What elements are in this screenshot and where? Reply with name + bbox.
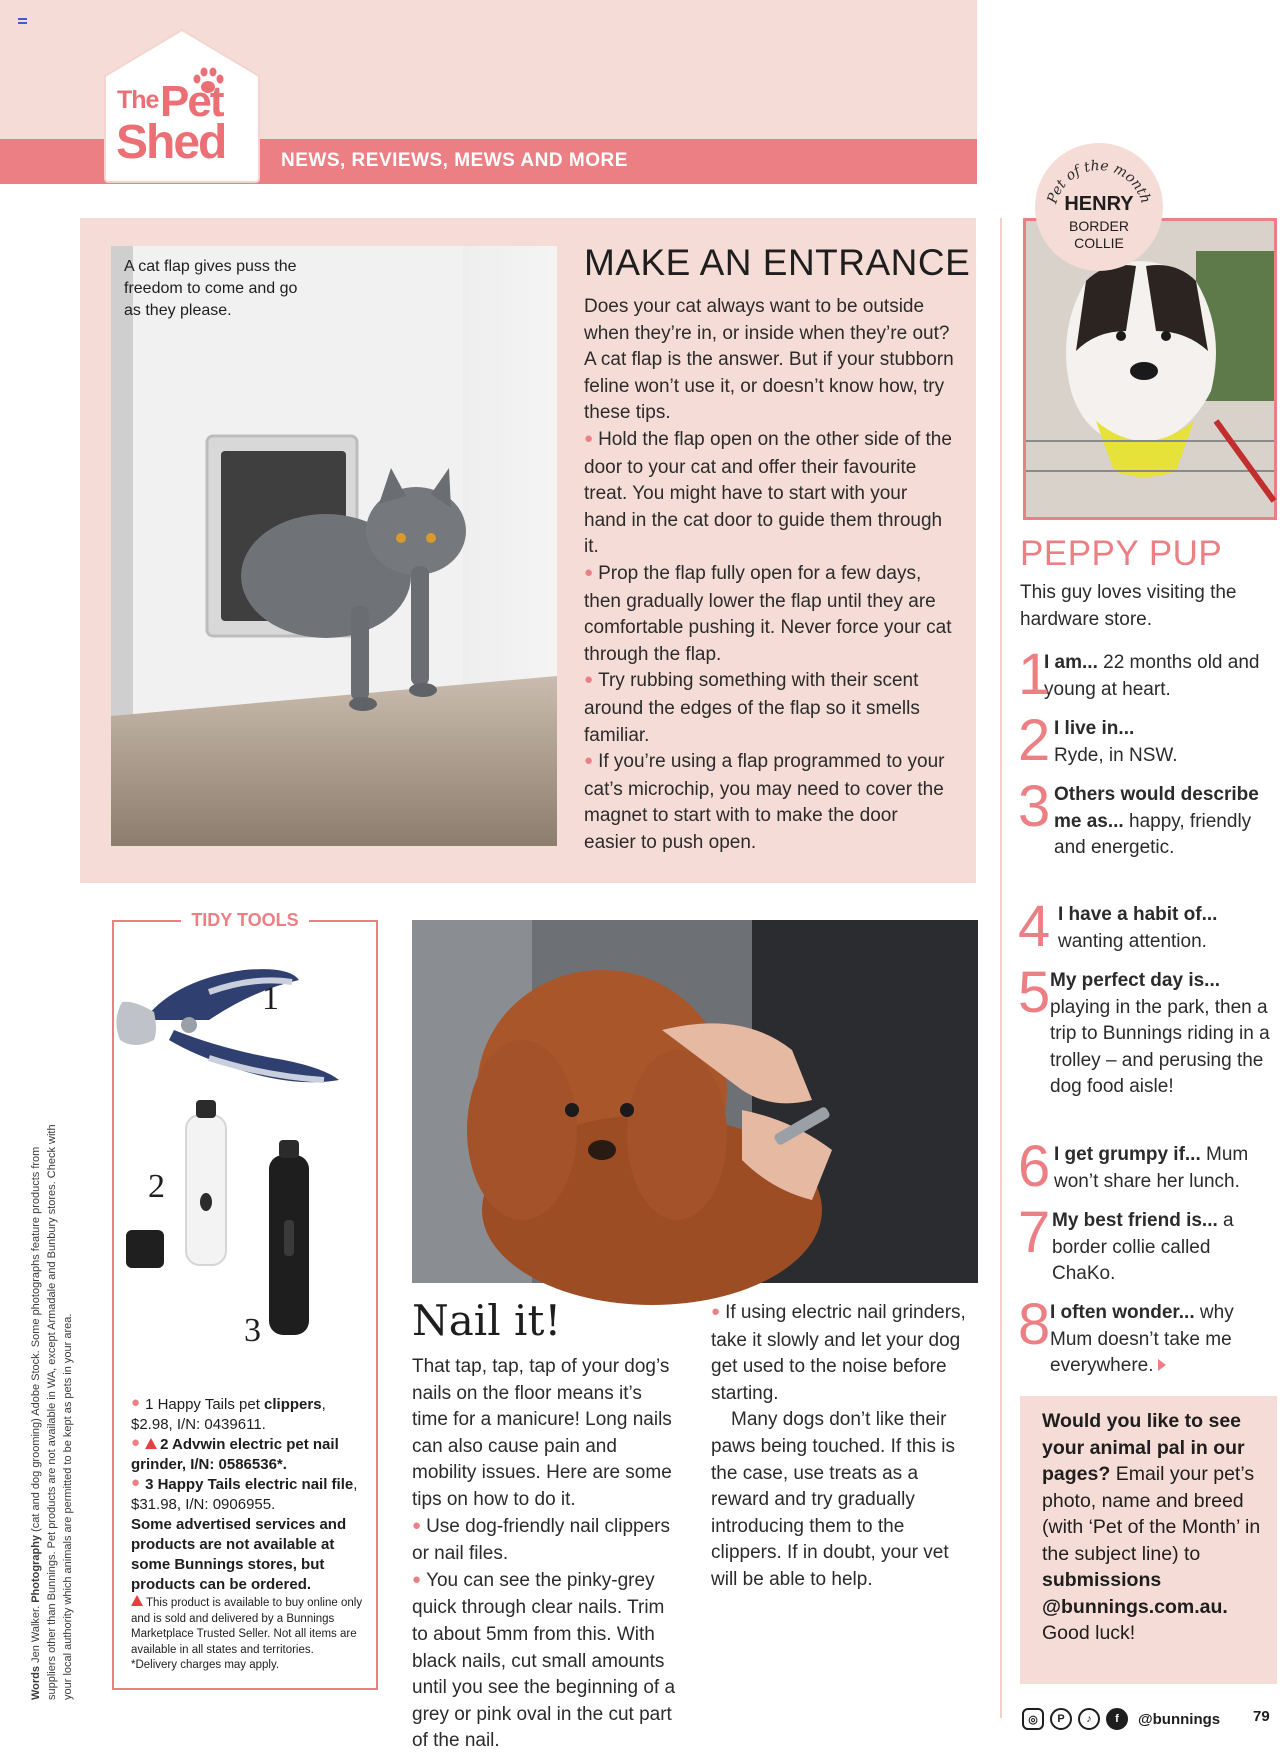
nail-column-1 <box>412 1354 677 1755</box>
product-item-2: ● 2 Advwin electric pet nail grinder, I/N: 0586536*. <box>131 1434 339 1473</box>
submission-text: Would you like to see your animal pal in our pages? Email your pet’s photo, name and breed (with ‘Pet of the Month’ in the subject line) to submissions @bunnings.com.au. Good luck! <box>1042 1410 1261 1644</box>
nail-section-title: Nail it! <box>412 1296 562 1345</box>
tools-product-list <box>131 1395 361 1595</box>
header-tagline: NEWS, REVIEWS, MEWS AND MORE <box>281 150 628 171</box>
nail-closing: Many dogs don’t like their paws being touched. If this is the case, use treats as a reward and try gradually introducing them to the clippers. If in doubt, your vet will be able to help. <box>711 1409 955 1590</box>
bullet-icon: ● <box>412 1570 422 1588</box>
nail-intro: That tap, tap, tap of your dog’s nails on the floor means it’s time for a manicure! Long nails can also cause pain and mobility issues. Here are some tips on how to do it. <box>412 1356 672 1510</box>
pet-answer-7: 7 My best friend is... a border collie called ChaKo. <box>1018 1200 1234 1285</box>
photo-credits: Words Jen Walker. Photography (cat and dog grooming) Adobe Stock. Some photographs feature products from suppliers other than Bunnings. Pet products are not available in WA, except Armadale and Bunbury stores. Check with your local authority which animals are permitted to be kept as pets in your area. <box>30 1124 74 1700</box>
nail-tip: ● You can see the pinky-grey quick through clear nails. Trim to about 5mm from this. With black nails, cut small amounts until you see the beginning of a grey or pink oval in the cut part of the nail. <box>412 1569 676 1752</box>
pet-feature-intro: This guy loves visiting the hardware store. <box>1020 582 1237 630</box>
article-intro: Does your cat always want to be outside when they’re in, or inside when they’re out? A cat flap is the answer. But if your stubborn feline won’t use it, or doesn’t know how, try these tips. <box>584 296 954 424</box>
dog-grooming-photo <box>412 920 978 1283</box>
bullet-icon: ● <box>412 1516 422 1534</box>
article-tip: ● Hold the flap open on the other side of the door to your cat and offer their favourite treat. You might have to start with your hand in the cat door to guide them through it. <box>584 428 952 558</box>
article-tip: ● Try rubbing something with their scent around the edges of the flap so it smells familiar. <box>584 670 920 746</box>
product-item-1: ● 1 Happy Tails pet clippers, $2.98, I/N: 0439611. <box>131 1394 326 1433</box>
nail-column-2 <box>711 1300 978 1594</box>
nail-tip: ● If using electric nail grinders, take it slowly and let your dog get used to the noise before starting. <box>711 1302 966 1404</box>
social-handle[interactable]: @bunnings <box>1138 1710 1221 1728</box>
bullet-icon: ● <box>131 1434 141 1451</box>
article-body <box>584 294 954 856</box>
logo-text-pet: Pet <box>160 77 223 126</box>
pet-answer-1: 1 I am... 22 months old and young at heart. <box>1018 642 1260 707</box>
tiktok-icon[interactable]: ♪ <box>1078 1708 1100 1730</box>
pet-answer-3: 3 Others would describe me as... happy, friendly and energetic. <box>1018 774 1259 859</box>
tool-number-2: 2 <box>148 1168 165 1205</box>
tool-number-3: 3 <box>244 1312 261 1349</box>
bullet-icon: ● <box>584 671 594 689</box>
nail-tip: ● Use dog-friendly nail clippers or nail files. <box>412 1515 671 1565</box>
page-number: 79 <box>1253 1708 1270 1725</box>
marketplace-note: This product is available to buy online only and is sold and delivered by a Bunnings Marketplace Trusted Seller. Not all items are available in all states and territories. *Delivery charges may apply. <box>131 1597 363 1671</box>
marketplace-triangle-icon <box>131 1595 143 1606</box>
bullet-icon: ● <box>584 752 594 770</box>
pet-answer-8: 8 I often wonder... why Mum doesn’t take me everywhere. <box>1018 1292 1234 1377</box>
cat-flap-photo <box>111 246 557 846</box>
article-title: MAKE AN ENTRANCE <box>584 242 971 283</box>
pet-breed: BORDER COLLIE <box>1069 218 1129 251</box>
bullet-icon: ● <box>131 1394 141 1411</box>
tidy-tools-label: TIDY TOOLS <box>191 910 299 930</box>
social-footer <box>1022 1706 1220 1732</box>
product-item-3: ● 3 Happy Tails electric nail file, $31.98, I/N: 0906955. <box>131 1474 358 1513</box>
pet-feature-title: PEPPY PUP <box>1020 534 1223 573</box>
pet-name: HENRY <box>1064 193 1134 215</box>
article-tip: ● If you’re using a flap programmed to your cat’s microchip, you may need to cover the magnet to start with to make the door easier to push open. <box>584 751 945 853</box>
bullet-icon: ● <box>584 563 594 581</box>
bullet-icon: ● <box>131 1474 141 1491</box>
pet-answer-4: 4 I have a habit of... wanting attention. <box>1018 894 1218 959</box>
logo-text-shed: Shed <box>116 116 226 169</box>
photo-caption: A cat flap gives puss the freedom to come and go as they please. <box>124 258 298 319</box>
tool-number-1: 1 <box>262 980 279 1017</box>
availability-note: Some advertised services and products are not available at some Bunnings stores, but products can be ordered. <box>131 1516 347 1593</box>
pet-answer-5: 5 My perfect day is... playing in the park, then a trip to Bunnings riding in a trolley – and perusing the dog food aisle! <box>1018 960 1270 1098</box>
pinterest-icon[interactable]: P <box>1050 1708 1072 1730</box>
instagram-icon[interactable]: ◎ <box>1022 1708 1044 1730</box>
article-tip: ● Prop the flap fully open for a few days, then gradually lower the flap until they are comfortable pushing it. Never force your cat through the flap. <box>584 562 952 665</box>
marketplace-triangle-icon <box>145 1438 157 1449</box>
pet-answer-2: 2 I live in... Ryde, in NSW. <box>1018 708 1178 773</box>
sidebar-divider <box>1000 218 1002 1718</box>
continue-arrow-icon <box>1158 1359 1166 1371</box>
logo-text-the: The <box>117 86 159 114</box>
facebook-icon[interactable]: f <box>1106 1708 1128 1730</box>
bullet-icon: ● <box>584 429 594 447</box>
pet-answer-6: 6 I get grumpy if... Mum won’t share her lunch. <box>1018 1134 1249 1199</box>
submission-email-link[interactable]: submissions @bunnings.com.au. <box>1042 1569 1228 1618</box>
menu-icon[interactable] <box>18 18 27 24</box>
bullet-icon: ● <box>711 1303 721 1320</box>
svg-text:Pet of the month: Pet of the month <box>1044 157 1154 206</box>
